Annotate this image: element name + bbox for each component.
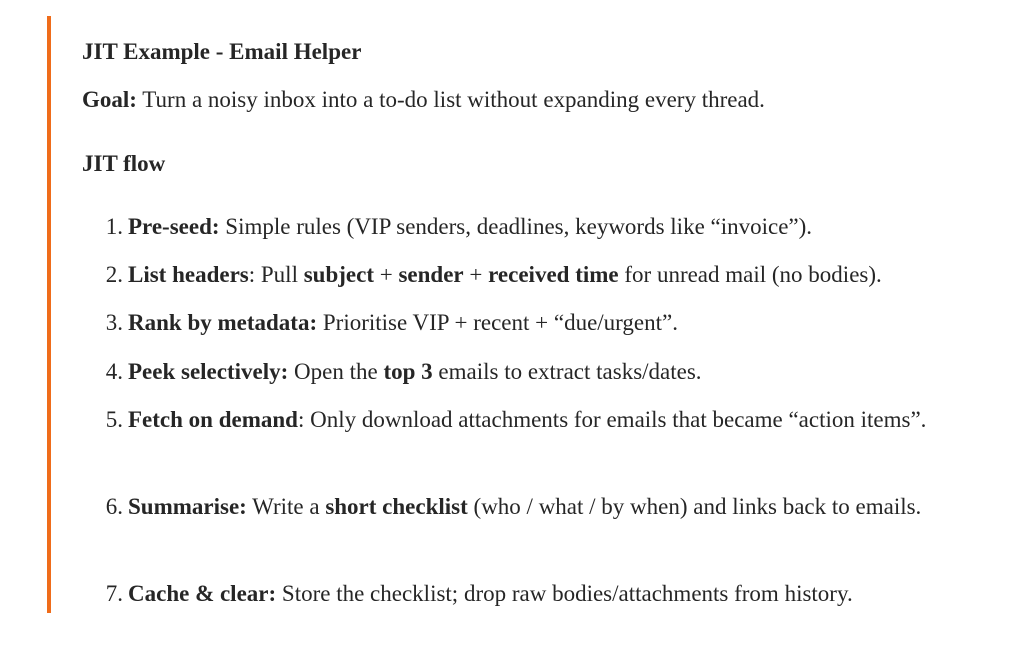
- list-item: [99, 255, 979, 294]
- bold-text: Rank by metadata:: [128, 310, 318, 335]
- plain-text: (who / what / by when) and links back to emails.: [467, 494, 922, 519]
- list-item-text: [128, 487, 979, 526]
- list-item-text: [128, 207, 979, 246]
- bold-text: Summarise:: [128, 494, 247, 519]
- plain-text: emails to extract tasks/dates.: [432, 359, 702, 384]
- plain-text: Open the: [288, 359, 384, 384]
- plain-text: : Only download attachments for emails that became “action items”.: [297, 407, 927, 432]
- bold-text: top 3: [383, 359, 433, 384]
- list-item-number: 5.: [105, 407, 123, 432]
- list-item: [99, 574, 979, 613]
- plain-text: Store the checklist; drop raw bodies/attachments from history.: [276, 581, 853, 606]
- goal-text: Turn a noisy inbox into a to-do list without expanding every thread.: [136, 87, 765, 112]
- list-item-number: 3.: [105, 310, 123, 335]
- list-item-text: [128, 352, 979, 391]
- list-item: [99, 352, 979, 391]
- plain-text: for unread mail (no bodies).: [618, 262, 882, 287]
- callout-title: JIT Example - Email Helper: [82, 39, 362, 64]
- list-item: [99, 400, 979, 439]
- list-item-number: 7.: [105, 581, 123, 606]
- bold-text: List headers: [128, 262, 249, 287]
- bold-text: short checklist: [325, 494, 468, 519]
- list-item-text: [128, 303, 979, 342]
- bold-text: Peek selectively:: [128, 359, 289, 384]
- list-item-number: 6.: [105, 494, 123, 519]
- list-item-text: [128, 574, 979, 613]
- list-item: [99, 207, 979, 246]
- bold-text: Cache & clear:: [128, 581, 277, 606]
- list-item-number: 4.: [105, 359, 123, 384]
- list-item-number: 1.: [105, 214, 123, 239]
- list-item: [99, 303, 979, 342]
- bold-text: subject: [303, 262, 374, 287]
- plain-text: Write a: [246, 494, 326, 519]
- plain-text: Simple rules (VIP senders, deadlines, keywords like “invoice”).: [219, 214, 813, 239]
- bold-text: sender: [398, 262, 464, 287]
- plain-text: : Pull: [248, 262, 304, 287]
- list-item-number: 2.: [105, 262, 123, 287]
- bold-text: Fetch on demand: [128, 407, 298, 432]
- list-item-text: [128, 255, 979, 294]
- plain-text: +: [374, 262, 399, 287]
- list-item: [99, 487, 979, 526]
- callout-box: [47, 16, 1007, 613]
- list-item-text: [128, 400, 979, 439]
- plain-text: +: [463, 262, 489, 287]
- plain-text: Prioritise VIP + recent + “due/urgent”.: [317, 310, 678, 335]
- bold-text: Pre-seed:: [128, 214, 220, 239]
- flow-heading: JIT flow: [82, 151, 166, 176]
- steps-list: [51, 16, 1007, 613]
- bold-text: received time: [488, 262, 619, 287]
- goal-label: Goal:: [82, 87, 137, 112]
